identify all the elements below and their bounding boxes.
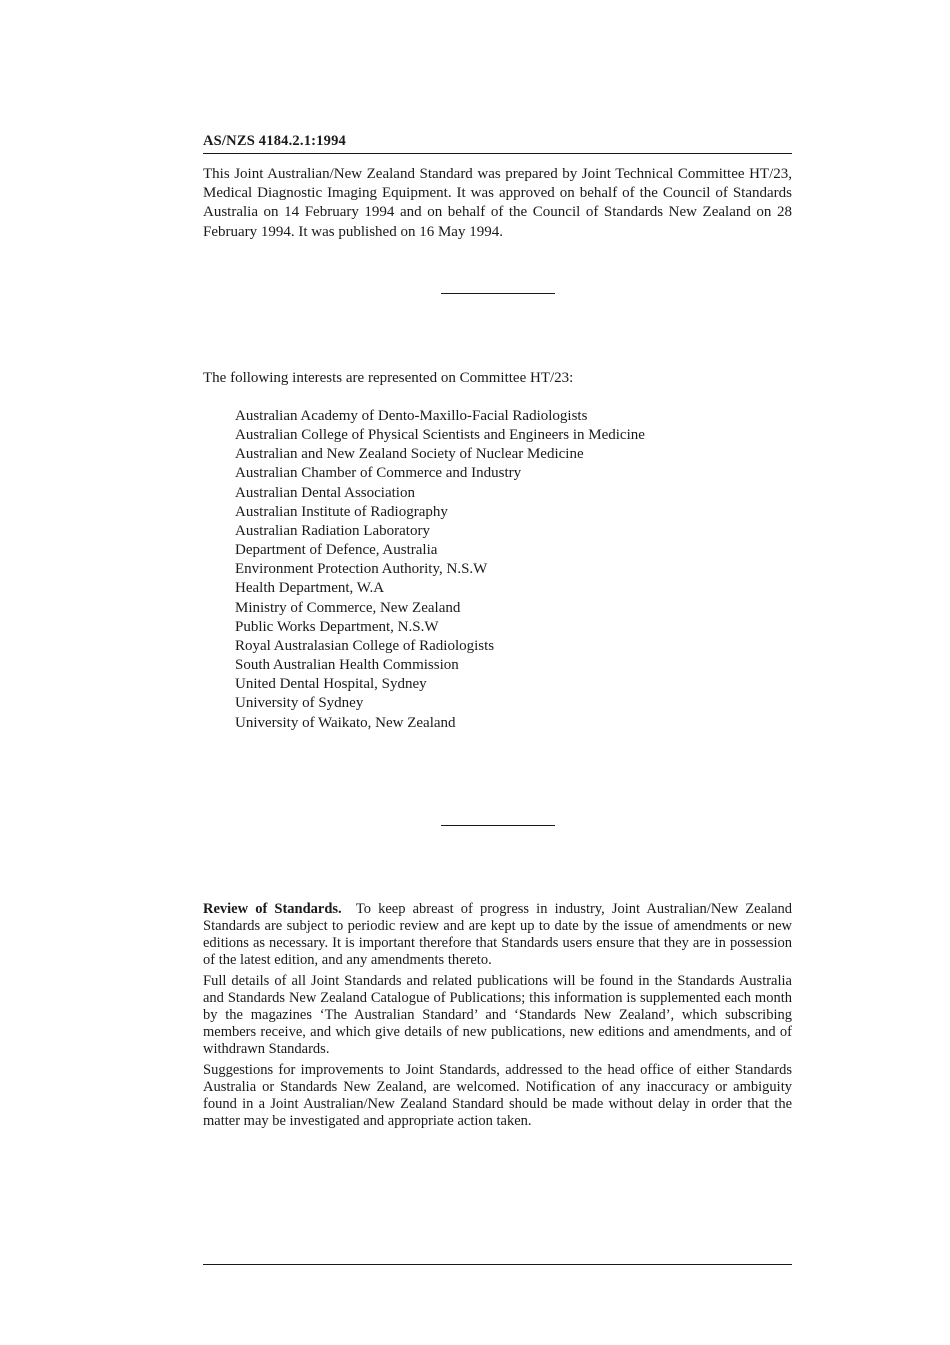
committee-member: Royal Australasian College of Radiologists bbox=[235, 637, 495, 654]
review-paragraph bbox=[203, 901, 792, 969]
review-paragraph-3: Suggestions for improvements to Joint Standards, addressed to the head office of either Standards Australia or Standards New Zealand, are welcomed. Notification of any inaccuracy or ambiguity found in a Joint Australian/New Zealand Standard should be made without delay in order that the matter may be investigated and appropriate action taken. bbox=[203, 1062, 792, 1129]
header-rule bbox=[203, 153, 792, 154]
review-heading: Review of Standards. bbox=[203, 901, 342, 917]
committee-member: Public Works Department, N.S.W bbox=[235, 618, 439, 635]
committee-member: Australian Dental Association bbox=[235, 484, 415, 501]
review-of-standards bbox=[203, 901, 792, 1134]
committee-member: University of Sydney bbox=[235, 695, 364, 712]
committee-member: Australian Radiation Laboratory bbox=[235, 522, 430, 539]
committee-member: Ministry of Commerce, New Zealand bbox=[235, 599, 461, 616]
committee-member: Department of Defence, Australia bbox=[235, 542, 438, 559]
committee-member: Australian and New Zealand Society of Nuclear Medicine bbox=[235, 446, 584, 463]
review-paragraph-1: To keep abreast of progress in industry, Joint Australian/New Zealand Standards are subject to periodic review and are kept up to date by the issue of amendments or new editions as necessary. It is important therefore that Standards users ensure that they are in possession of the latest edition, and any amendments thereto. bbox=[203, 901, 793, 968]
committee-member: Australian Chamber of Commerce and Industry bbox=[235, 465, 522, 482]
committee-member-list bbox=[235, 407, 645, 733]
committee-member: University of Waikato, New Zealand bbox=[235, 714, 456, 731]
committee-member: United Dental Hospital, Sydney bbox=[235, 676, 427, 693]
review-paragraph-2: Full details of all Joint Standards and related publications will be found in the Standards Australia and Standards New Zealand Catalogue of Publications; this information is supplemented each month by the magazines ‘The Australian Standard’ and ‘Standards New Zealand’, which subscribing members receive, and which give details of new publications, new editions and amendments, and of withdrawn Standards. bbox=[203, 973, 792, 1057]
committee-member: Australian College of Physical Scientists and Engineers in Medicine bbox=[235, 427, 645, 444]
preparation-note: This Joint Australian/New Zealand Standard was prepared by Joint Technical Committee HT/23, Medical Diagnostic Imaging Equipment. It was approved on behalf of the Council of Standards Australia on 14 February 1994 and on behalf of the Council of Standards New Zealand on 28 February 1994. It was published on 16 May 1994. bbox=[203, 166, 792, 240]
committee-member: Health Department, W.A bbox=[235, 580, 385, 597]
document-designation: AS/NZS 4184.2.1:1994 bbox=[203, 133, 346, 149]
committee-member: Environment Protection Authority, N.S.W bbox=[235, 561, 488, 578]
committee-member: Australian Academy of Dento-Maxillo-Facial Radiologists bbox=[235, 408, 588, 424]
committee-member: Australian Institute of Radiography bbox=[235, 503, 448, 520]
committee-member: South Australian Health Commission bbox=[235, 657, 459, 674]
section-divider bbox=[441, 825, 555, 826]
footer-rule bbox=[203, 1264, 792, 1265]
committee-intro: The following interests are represented on Committee HT/23: bbox=[203, 370, 574, 386]
section-divider bbox=[441, 293, 555, 294]
